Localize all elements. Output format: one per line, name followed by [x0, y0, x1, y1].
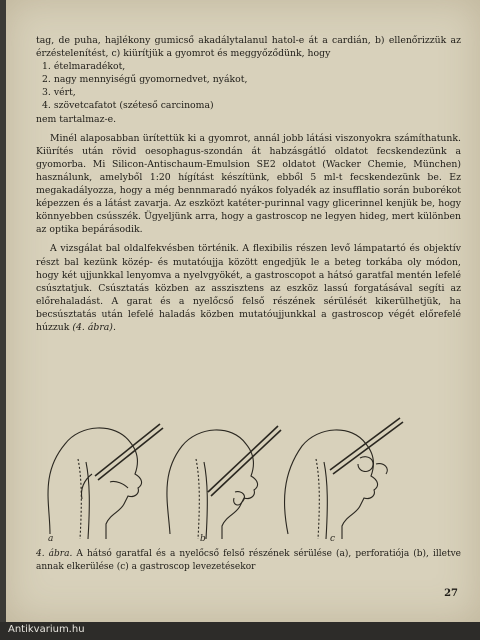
watermark: Antikvarium.hu: [8, 624, 85, 635]
list-item: 3. vért,: [42, 87, 76, 99]
figure-4-illustration: [20, 404, 465, 544]
page-number: 27: [444, 588, 458, 599]
paragraph-1-tail: nem tartalmaz-e.: [36, 113, 117, 125]
head-a-drawing: [48, 424, 163, 539]
caption-label: 4. ábra.: [36, 549, 73, 559]
body-text: [36, 34, 461, 334]
paragraph-3-end: .: [112, 321, 116, 333]
figure-caption: [36, 548, 461, 574]
head-b-drawing: [167, 426, 281, 539]
head-c-drawing: [285, 418, 403, 539]
book-page: [6, 0, 480, 622]
figure-reference: (4. ábra): [72, 321, 113, 333]
figure-label-a: a: [48, 534, 54, 544]
figure-label-c: c: [330, 534, 336, 544]
list-item: 4. szövetcafatot (széteső carcinoma): [42, 100, 214, 112]
paragraph-3-text: A vizsgálat bal oldalfekvésben történik. A flexibilis részen levő lámpatartó és objektív részt bal kezünk közép- és mutatóujja között engedjük le a beteg torkába oly módon, hogy két ujjunkkal lenyomva a nyelvgyökét, a gastroscopot a hátsó garatfal mentén lefelé csúsztatjuk. Csúsztatás közben az asszisztens az eszköz lassú forgatásával segíti az előrehaladást. A garat és a nyelőcső felső részének sérülését kikerülhetjük, ha becsúsztatás után lefelé haladás közben mutatóujjunkkal a gastroscop végét előrefelé húzzuk: [36, 243, 461, 333]
paragraph-1-lead: tag, de puha, hajlékony gumicső akadálytalanul hatol-e át a cardián, b) ellenőrizzük az érzéstelenítést, c) kiürítjük a gyomrot és meggyőződünk, hogy: [36, 35, 461, 60]
content-list: [42, 60, 461, 112]
caption-text: A hátsó garatfal és a nyelőcső felső részének sérülése (a), perforatiója (b), illetve annak elkerülése (c) a gastroscop levezetésekor: [36, 549, 461, 572]
paragraph-2: Minél alaposabban ürítettük ki a gyomrot, annál jobb látási viszonyokra számíthatunk. Kiürítés után rövid oesophagus-szondán át habzásgátló oldatot fecskendezünk a gyomorba. Mi Silicon-Antischaum-Emulsion SE2 oldatot (Wacker Chemie, München) használunk, amelyből 1:20 hígítást készítünk, ebből 5 ml-t fecskendezünk be. Ez megakadályozza, hogy a még bennmaradó nyákos folyadék az insufflatio során buborékot képezzen és a látást zavarja. Az eszközt katéter-purinnal vagy glicerinnel kenjük be, hogy könnyebben csússzék. Ügyeljünk arra, hogy a gastroscop ne legyen hideg, mert különben az optika bepárásodik.: [36, 132, 461, 236]
list-item: 1. ételmaradékot,: [42, 61, 126, 73]
list-item: 2. nagy mennyiségű gyomornedvet, nyákot,: [42, 74, 248, 86]
paragraph-3: [36, 242, 461, 334]
figure-label-b: b: [200, 534, 206, 544]
